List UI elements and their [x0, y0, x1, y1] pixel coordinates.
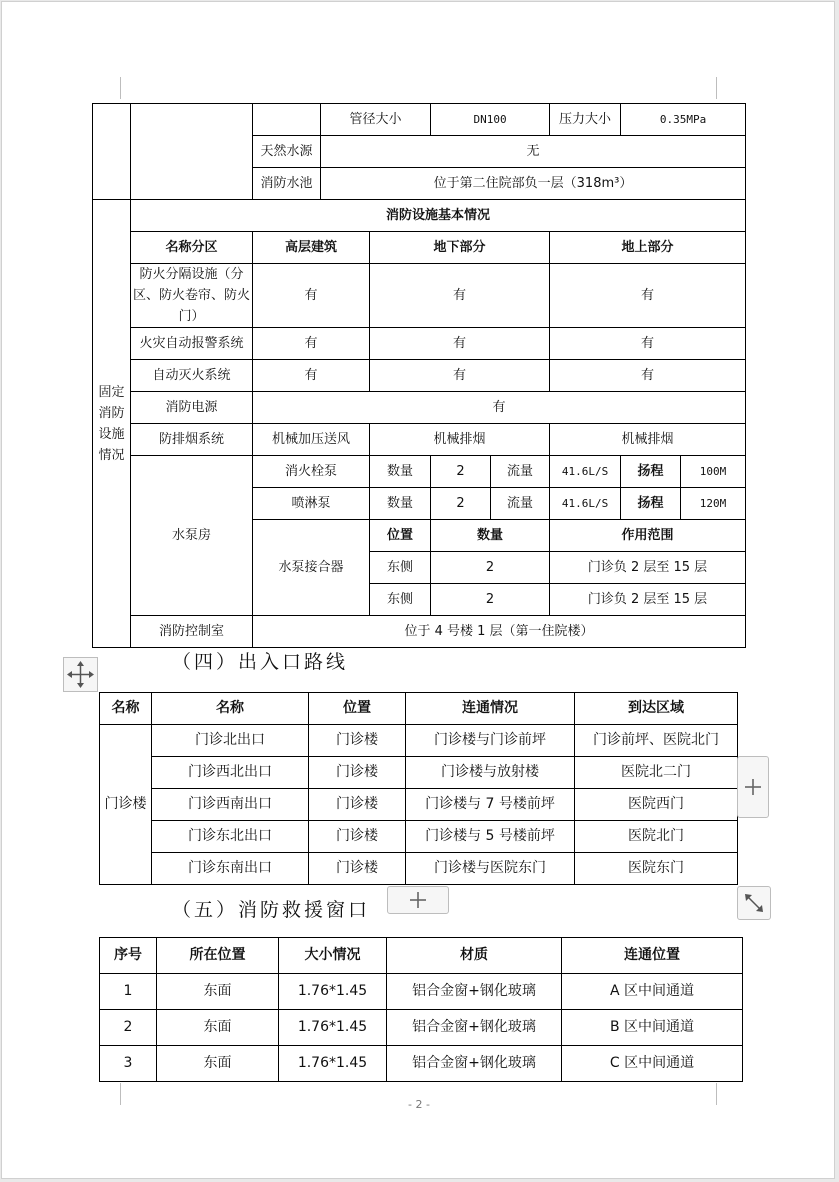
cell: 门诊楼: [309, 789, 406, 821]
table-row: [100, 757, 738, 789]
cell: 扬程: [621, 488, 681, 520]
cell: 水泵接合器: [253, 520, 370, 616]
cell: 2: [431, 552, 550, 584]
cell: 2: [431, 584, 550, 616]
table-row: [100, 725, 738, 757]
row-label: 消防电源: [131, 392, 253, 424]
header-cell: 位置: [370, 520, 431, 552]
cell: 有: [550, 360, 746, 392]
document-page: [1, 1, 835, 1179]
header-cell: 大小情况: [279, 938, 387, 974]
cell: 消火栓泵: [253, 456, 370, 488]
cell: 门诊楼与门诊前坪: [406, 725, 575, 757]
header-cell: 名称: [152, 693, 309, 725]
cell: B 区中间通道: [562, 1010, 743, 1046]
header-cell: 地下部分: [370, 232, 550, 264]
cell: 管径大小: [321, 104, 431, 136]
cell: 门诊楼: [309, 725, 406, 757]
table-row: [93, 424, 746, 456]
header-cell: 连通位置: [562, 938, 743, 974]
header-cell: 名称分区: [131, 232, 253, 264]
cell: 门诊负 2 层至 15 层: [550, 584, 746, 616]
cell: 流量: [491, 456, 550, 488]
header-cell: 所在位置: [157, 938, 279, 974]
cell: 有: [253, 264, 370, 328]
row-label: 防排烟系统: [131, 424, 253, 456]
cell: 铝合金窗+钢化玻璃: [387, 1010, 562, 1046]
cell: 位于第二住院部负一层（318m³）: [321, 168, 746, 200]
cell: 门诊负 2 层至 15 层: [550, 552, 746, 584]
row-label: 消防控制室: [131, 616, 253, 648]
cell: 数量: [370, 456, 431, 488]
cell: 有: [370, 264, 550, 328]
cell: [253, 104, 321, 136]
cell: 铝合金窗+钢化玻璃: [387, 1046, 562, 1082]
table-row: [100, 853, 738, 885]
header-cell: 位置: [309, 693, 406, 725]
table-row: [93, 232, 746, 264]
cell: 2: [431, 456, 491, 488]
resize-diagonal-icon[interactable]: [737, 886, 771, 920]
cell: 门诊东北出口: [152, 821, 309, 853]
table-row: [100, 789, 738, 821]
cell: 东面: [157, 1010, 279, 1046]
cell: 有: [253, 392, 746, 424]
cell: [93, 104, 131, 200]
table-row: [100, 693, 738, 725]
side-label: 固定消防设施情况: [93, 200, 131, 648]
cell: 流量: [491, 488, 550, 520]
plus-icon[interactable]: [387, 886, 449, 914]
table-row: [93, 264, 746, 328]
header-cell: 数量: [431, 520, 550, 552]
header-cell: 连通情况: [406, 693, 575, 725]
row-label: 天然水源: [253, 136, 321, 168]
cell: 数量: [370, 488, 431, 520]
cell: DN100: [431, 104, 550, 136]
rescue-window-table: [99, 937, 743, 1082]
row-label: 自动灭火系统: [131, 360, 253, 392]
table-row: [93, 200, 746, 232]
move-arrows-icon[interactable]: [63, 657, 98, 692]
page-number: - 2 -: [408, 1098, 430, 1111]
plus-icon[interactable]: [737, 756, 769, 818]
crop-mark: [120, 77, 121, 99]
header-cell: 序号: [100, 938, 157, 974]
cell: 2: [100, 1010, 157, 1046]
cell: C 区中间通道: [562, 1046, 743, 1082]
facilities-table: [92, 103, 746, 648]
header-cell: 到达区域: [575, 693, 738, 725]
row-label: 防火分隔设施（分区、防火卷帘、防火门）: [131, 264, 253, 328]
cell: 铝合金窗+钢化玻璃: [387, 974, 562, 1010]
cell: 机械加压送风: [253, 424, 370, 456]
table-row: [93, 360, 746, 392]
row-label: 消防水池: [253, 168, 321, 200]
cell: 门诊西南出口: [152, 789, 309, 821]
table-row: [93, 616, 746, 648]
row-label: 水泵房: [131, 456, 253, 616]
cell: 喷淋泵: [253, 488, 370, 520]
cell: 1.76*1.45: [279, 1046, 387, 1082]
table-row: [93, 328, 746, 360]
cell: 有: [550, 328, 746, 360]
cell: 压力大小: [550, 104, 621, 136]
section-heading: （四）出入口路线: [172, 651, 349, 673]
cell: 扬程: [621, 456, 681, 488]
cell: 100M: [681, 456, 746, 488]
cell: 门诊楼与医院东门: [406, 853, 575, 885]
cell: 医院北门: [575, 821, 738, 853]
cell: 有: [550, 264, 746, 328]
cell: 门诊楼与 5 号楼前坪: [406, 821, 575, 853]
cell: 1.76*1.45: [279, 1010, 387, 1046]
section-heading: （五）消防救援窗口: [172, 899, 371, 921]
row-label: 火灾自动报警系统: [131, 328, 253, 360]
cell: 120M: [681, 488, 746, 520]
cell: 有: [370, 360, 550, 392]
cell: 0.35MPa: [621, 104, 746, 136]
table-row: [100, 1010, 743, 1046]
cell: 门诊楼与放射楼: [406, 757, 575, 789]
header-cell: 作用范围: [550, 520, 746, 552]
table-row: [100, 1046, 743, 1082]
cell: 门诊东南出口: [152, 853, 309, 885]
cell: 门诊楼: [309, 853, 406, 885]
cell: 41.6L/S: [550, 456, 621, 488]
cell: [131, 104, 253, 200]
cell: 医院北二门: [575, 757, 738, 789]
cell: 东侧: [370, 584, 431, 616]
table-row: [100, 821, 738, 853]
group-cell: 门诊楼: [100, 725, 152, 885]
crop-mark: [716, 77, 717, 99]
cell: 41.6L/S: [550, 488, 621, 520]
entrance-table: [99, 692, 738, 885]
cell: 医院西门: [575, 789, 738, 821]
cell: 有: [253, 328, 370, 360]
header-cell: 高层建筑: [253, 232, 370, 264]
cell: 机械排烟: [370, 424, 550, 456]
cell: 有: [253, 360, 370, 392]
cell: 门诊楼与 7 号楼前坪: [406, 789, 575, 821]
table-title: 消防设施基本情况: [131, 200, 746, 232]
cell: 无: [321, 136, 746, 168]
cell: 门诊北出口: [152, 725, 309, 757]
table-row: [100, 938, 743, 974]
header-cell: 地上部分: [550, 232, 746, 264]
cell: 2: [431, 488, 491, 520]
cell: 位于 4 号楼 1 层（第一住院楼）: [253, 616, 746, 648]
cell: 3: [100, 1046, 157, 1082]
table-row: [93, 392, 746, 424]
cell: 东面: [157, 1046, 279, 1082]
cell: 门诊楼: [309, 757, 406, 789]
cell: 1: [100, 974, 157, 1010]
cell: 东面: [157, 974, 279, 1010]
cell: 医院东门: [575, 853, 738, 885]
cell: A 区中间通道: [562, 974, 743, 1010]
table-row: [100, 974, 743, 1010]
cell: 门诊楼: [309, 821, 406, 853]
cell: 有: [370, 328, 550, 360]
header-cell: 材质: [387, 938, 562, 974]
cell: 门诊前坪、医院北门: [575, 725, 738, 757]
cell: 机械排烟: [550, 424, 746, 456]
cell: 东侧: [370, 552, 431, 584]
cell: 1.76*1.45: [279, 974, 387, 1010]
table-row: [93, 104, 746, 136]
cell: 门诊西北出口: [152, 757, 309, 789]
table-row: [93, 456, 746, 488]
header-cell: 名称: [100, 693, 152, 725]
